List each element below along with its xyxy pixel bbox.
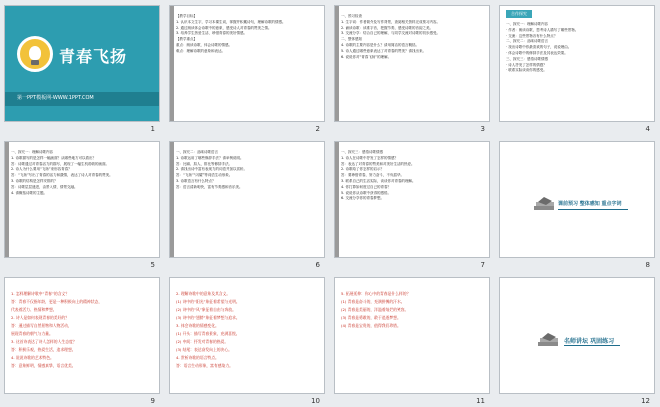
text-line: 5. 诗人通过哪些意象表达了对青春的赞美？请找出来。 [341,48,426,53]
text-line: 重点：朗读诗歌，体会诗歌的情感。 [176,42,232,47]
slide-body-text [176,290,318,370]
text-line: 答：语言生动形象，富有感染力。 [176,363,233,368]
slide-body-text [11,150,153,196]
slide-preview[interactable] [334,277,490,394]
text-line: 1. 诗歌运用了哪些修辞手法？请举例说明。 [176,155,244,160]
slide-margin-bar [5,142,9,257]
slide-preview[interactable] [4,5,160,122]
slide-margin-bar [170,6,174,121]
text-line: 3. 培养学生热爱生活、珍惜青春的美好情感。 [176,31,247,36]
text-line: 1. 诗歌描写的是怎样一幅画面？从哪些地方可以看出？ [11,155,96,160]
text-line: 2. 通过朗读体会诗歌中的意象，感受诗人对青春的赞美之情。 [176,25,272,30]
text-line: 4. 你打算如何度过自己的青春？ [341,184,391,189]
text-line: 5. 拓展延伸：你心中的青春是什么样的？ [341,291,411,296]
text-line: 2. 请找出诗中富有表现力的词语并加以赏析。 [176,167,247,172]
text-line: 1. 怎样理解诗歌中“青春”的含义？ [11,291,70,296]
text-line: · 找出诗歌中你最喜欢的句子，说说理由。 [506,45,572,50]
text-line: 4. 说说诗歌的艺术特色。 [11,355,54,360]
text-line: 答：“飞扬”“闪耀”等词语生动形象。 [176,173,233,178]
text-line: 3. 诗歌语言有什么特点？ [176,178,216,183]
text-line: · 联系实际谈谈你的感受。 [506,68,547,73]
text-line: 4. 诗歌的主要内容是什么？请用简洁的语言概括。 [341,42,419,47]
text-line: (3) 结尾：表达奋发向上的决心。 [176,347,232,352]
book-stack-icon [532,196,558,212]
text-line: 5. 说说你从诗歌中获得的感悟。 [341,190,391,195]
slide-preview[interactable] [499,277,655,394]
slide-preview[interactable] [499,5,655,122]
slide-number: 9 [150,397,155,405]
slide-preview[interactable] [169,277,325,394]
slide-thumbnail[interactable] [495,0,660,136]
text-line: 答：诗歌层层递进，由景入情，情景交融。 [11,184,78,189]
slide-thumbnail[interactable] [330,0,495,136]
section-banner-title: 课前预习 整体感知 重点字词 [558,201,622,207]
text-line: · 诗人抒发了怎样的情感？ [506,62,547,67]
slide-thumbnail[interactable] [495,272,660,407]
text-line: 一、探究一：理解诗歌内容 [506,22,548,26]
slide-preview[interactable] [499,141,655,258]
text-line: (3) 诗中的“翅膀”象征着梦想与追求。 [176,315,240,320]
text-line: 3. 这首诗表达了诗人怎样的人生态度？ [11,339,77,344]
text-line: 一、探究三：感悟诗歌情感 [341,150,383,154]
slide-number: 2 [315,125,320,133]
text-line: 3. 诗歌的结构是怎样安排的？ [11,178,58,183]
slide-number: 11 [476,397,485,405]
slide-body-text [176,150,318,191]
text-line: (2) 青春是美丽的，洋溢着灿烂的笑容。 [341,307,409,312]
text-line: 3. 联系自己的生活实际，谈谈你对青春的理解。 [341,178,416,183]
slide-body-text [341,290,483,330]
slide-thumbnail[interactable] [495,136,660,272]
slide-number: 4 [645,125,650,133]
banner-underline [558,209,628,210]
text-line: 1. 认识本文生字，学习本课生词，掌握并积累诗句，理解诗歌的情感。 [176,19,286,24]
text-line: 3. 交流分享：结合自己的理解，与同学交流对诗歌的初步感受。 [341,31,440,36]
slide-body-text [11,290,153,370]
slide-preview[interactable] [4,141,160,258]
text-line: 一、探究二：品味诗歌语言 [176,150,218,154]
text-line: (4) 青春是宝贵的，值得我们珍惜。 [341,323,401,328]
text-line: 6. 说说你对“青春飞扬”的理解。 [341,54,392,59]
slide-thumbnail[interactable] [0,272,165,407]
slide-thumbnail[interactable] [330,136,495,272]
text-line: 答：意象鲜明，情感真挚，语言优美。 [11,363,76,368]
text-line: 2. 诗人是如何表现青春的美好的？ [11,315,69,320]
bulb-glass [29,46,41,60]
text-line: 答：通过描写自然景物和人物活动， [11,323,72,328]
text-line: 2. 诗歌给了你怎样的启示？ [341,167,384,172]
slide-thumbnail[interactable] [165,136,330,272]
text-line: 4. 赏析诗歌的语言特点。 [176,355,219,360]
text-line: 三、探究三：感悟诗歌情感 [506,56,548,61]
text-line: 一、预习检查 [341,14,362,18]
slide-thumbnail[interactable] [165,272,330,407]
slide-preview[interactable] [334,5,490,122]
slide-body-text [506,22,648,74]
slide-body-text [176,14,318,55]
text-line: 展现青春的朝气与力量。 [11,331,53,336]
slide-margin-bar [335,6,339,121]
bulb-base [31,60,39,65]
text-line: 答：积极乐观，热爱生活，追求理想。 [11,347,76,352]
slide-number: 10 [311,397,320,405]
slide-preview[interactable] [4,277,160,394]
slide-number: 1 [150,125,155,133]
text-line: (1) 诗中的“阳光”象征着希望与光明。 [176,299,240,304]
slide-number: 7 [480,261,485,269]
section-banner-title: 名师讲坛 巩固练习 [564,338,615,345]
slide-body-text [341,150,483,202]
text-line: 难点：理解诗歌的意象和表达。 [176,48,225,53]
slide-thumbnail[interactable] [0,0,165,136]
slide-number: 12 [641,397,650,405]
text-line: (1) 青春是奋斗的，充满拼搏的汗水。 [341,299,405,304]
text-line: 1. 生字词：作者简介及写作背景，查阅相关资料完成预习内容。 [341,19,440,24]
text-line: 二、探究二：品味诗歌语言 [506,39,548,44]
slide-thumbnail[interactable] [0,136,165,272]
lightbulb-icon [17,36,53,72]
text-line: 【教学重点】 [176,37,197,42]
slide-thumbnail[interactable] [330,272,495,407]
slide-number: 5 [150,261,155,269]
slide-footer [5,92,159,106]
text-line: 2. 诗人为什么要用“飞扬”来形容青春？ [11,167,72,172]
slide-number: 3 [480,125,485,133]
slide-preview[interactable] [169,141,325,258]
text-line: 答：要珍惜青春，努力奋斗，不负韶华。 [341,173,404,178]
text-line: 答：语言清新明快，富有节奏感和音乐美。 [176,184,243,189]
text-line: (2) 诗中的“风”象征着自由与奔放。 [176,307,236,312]
text-line: 二、整体感知 [341,37,362,42]
text-line: 【教学目标】 [176,14,197,18]
text-line: (2) 中间：抒发对青春的热爱。 [176,339,229,344]
slide-thumbnail[interactable] [165,0,330,136]
text-line: · 体会诗歌中的修辞手法及其表达效果。 [506,50,568,55]
text-line: 答：诗歌通过对青春活力的描写，展现了一幅生机勃勃的画面。 [11,161,109,166]
slide-number: 6 [315,261,320,269]
site-label: 第一PPT模板网-WWW.1PPT.COM [17,95,94,101]
text-line: 6. 交流分享你的青春梦想。 [341,196,384,201]
text-line: 答：“飞扬”写出了青春的活力和激情，表达了诗人对青春的赞美。 [11,173,113,178]
text-line: 答：表达了对青春的赞美和对美好生活的热爱。 [341,161,415,166]
text-line: 1. 诗人在诗歌中抒发了怎样的情感？ [341,155,398,160]
text-line: 答：青春不仅指年龄，更是一种积极向上的精神状态， [11,299,103,304]
book-stack-icon [536,332,562,348]
slide-margin-bar [335,142,339,257]
text-line: · 交流：这些景物各有什么特点？ [506,33,558,38]
text-line: 4. 请概括诗歌的主题。 [11,190,47,195]
text-line: 2. 诵读诗歌：读准字音，把握节奏，感受诗歌的音韵之美。 [341,25,433,30]
slide-preview[interactable] [334,141,490,258]
text-line: 代表着活力、热情和梦想。 [11,307,57,312]
slide-number: 8 [645,261,650,269]
text-line: 一、探究一：理解诗歌内容 [11,150,53,154]
text-line: (3) 青春是勇敢的，敢于追逐梦想。 [341,315,401,320]
slide-margin-bar [170,142,174,257]
text-line: (1) 开头：描写青春景象，充满喜悦。 [176,331,240,336]
text-line: 3. 体会诗歌的情感变化。 [176,323,219,328]
slide-body-text [341,14,483,60]
text-line: 2. 理解诗歌中的意象及其含义。 [176,291,231,296]
section-tab: 合作探究 [506,10,532,18]
slide-title: 青春飞扬 [59,47,128,66]
text-line: · 作者：朗读诗歌，思考诗人描写了哪些景物。 [506,27,579,32]
text-line: 答：比喻、拟人、排比等修辞手法。 [176,161,232,166]
banner-underline [564,345,620,346]
slide-preview[interactable] [169,5,325,122]
